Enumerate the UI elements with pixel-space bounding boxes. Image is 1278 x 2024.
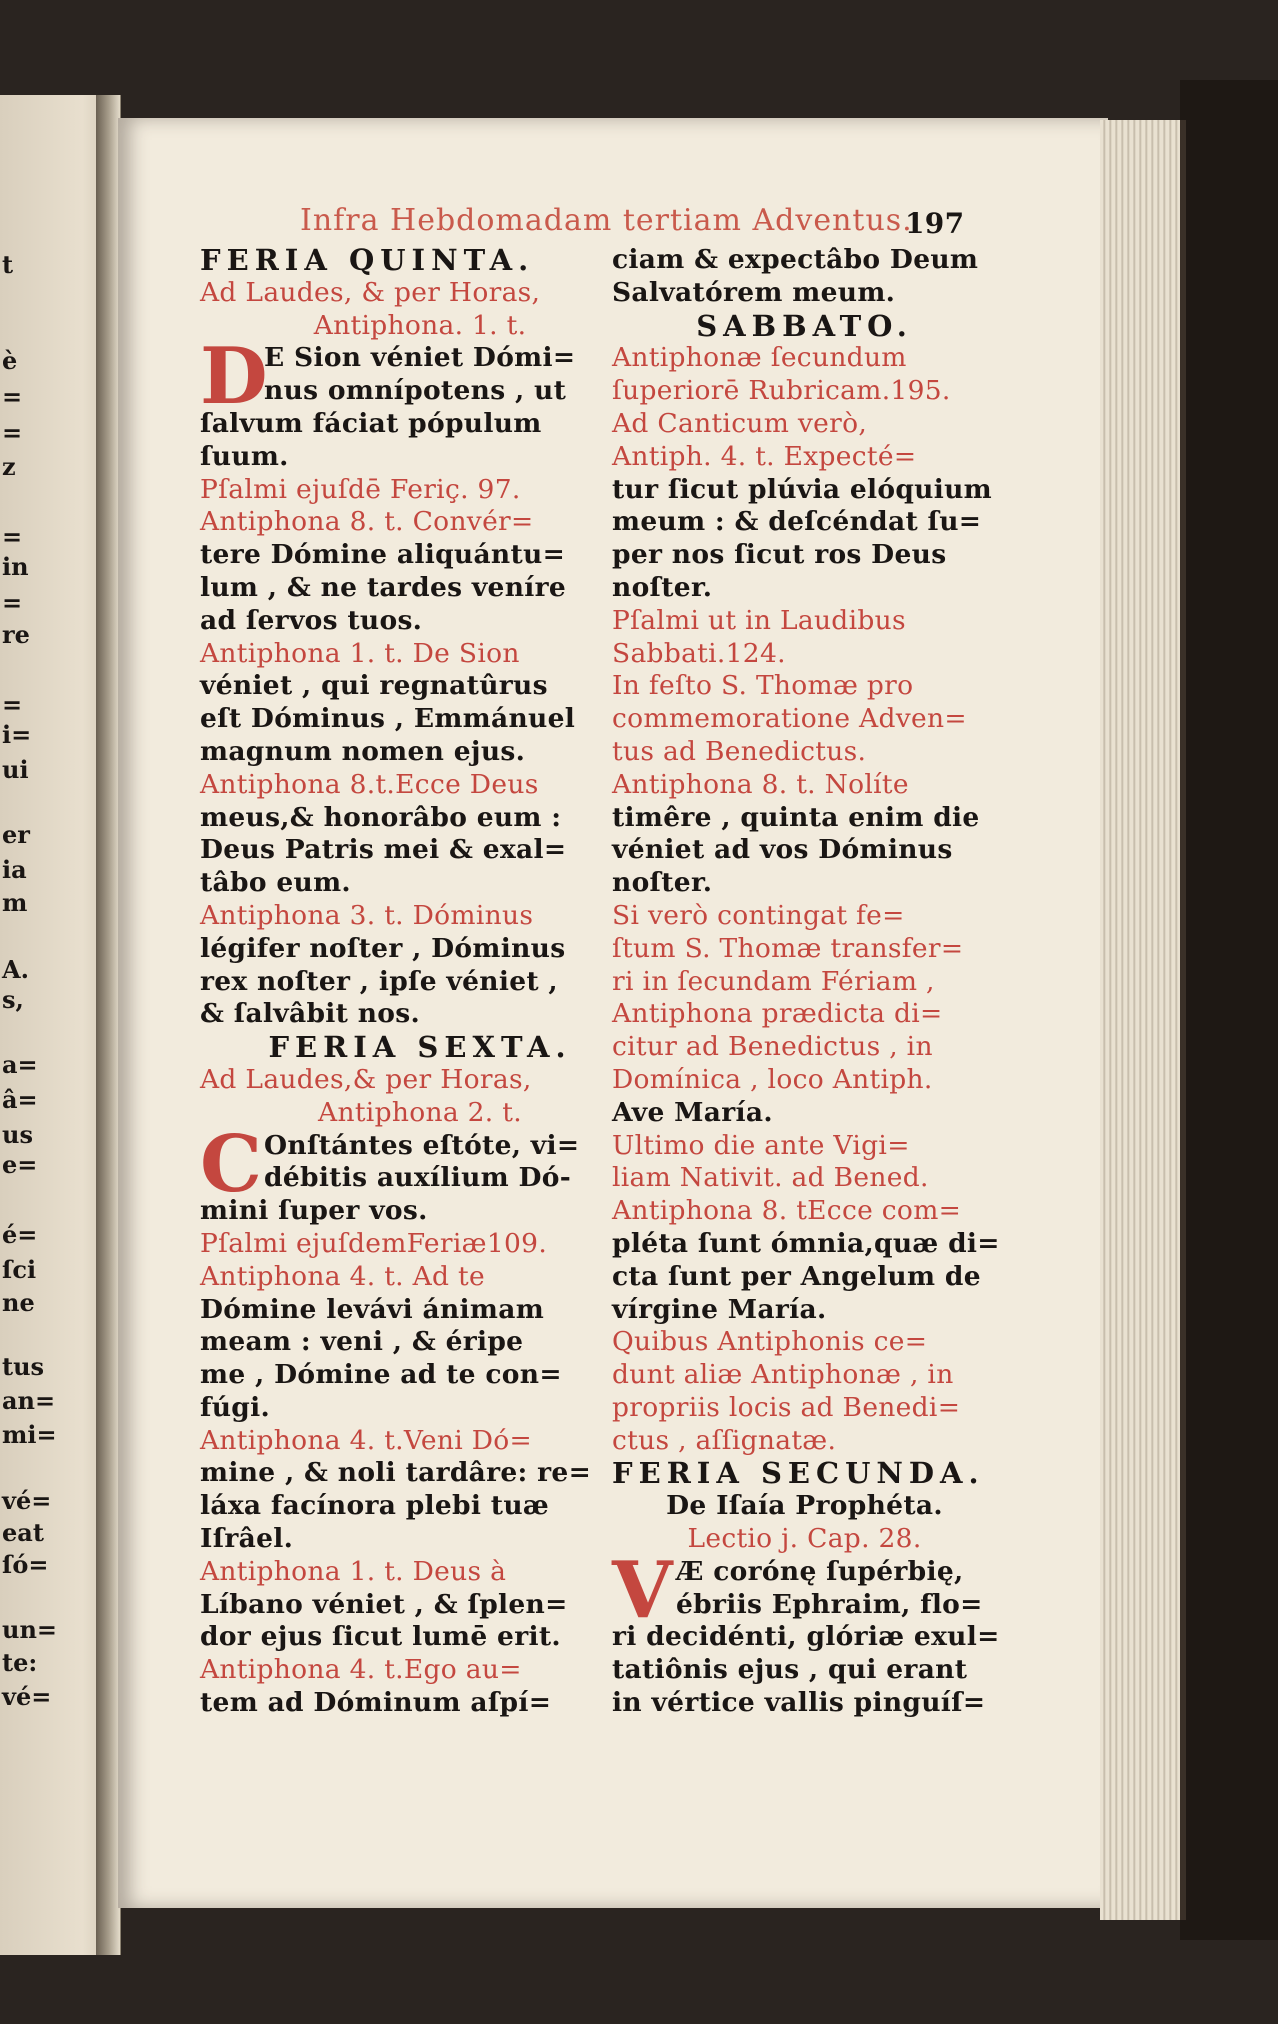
left-page-fragment: in — [2, 552, 29, 581]
line-text: Antiphona 3. t. Dóminus — [200, 899, 534, 931]
text-line — [200, 1425, 640, 1458]
text-line — [612, 736, 997, 769]
line-text: véniet , qui regnatûrus — [200, 670, 548, 702]
line-text: Ultimo die ante Vigi= — [612, 1129, 910, 1161]
text-line — [612, 605, 997, 638]
left-page-fragment: s, — [2, 985, 24, 1014]
text-line — [612, 474, 997, 507]
line-text: in vértice vallis pinguíſ= — [612, 1687, 986, 1719]
line-text: propriis locis ad Benedi= — [612, 1391, 961, 1423]
text-line — [612, 1294, 997, 1327]
left-column — [200, 244, 640, 1720]
book-cover — [1180, 80, 1278, 1940]
text-line — [612, 1457, 997, 1490]
left-page-fragment: = — [2, 382, 23, 411]
line-text: timêre , quinta enim die — [612, 801, 980, 833]
text-line — [200, 867, 640, 900]
text-line — [612, 277, 997, 310]
line-text: eſt Dóminus , Emmánuel — [200, 703, 576, 735]
line-text: Lectio j. Cap. 28. — [687, 1523, 922, 1555]
left-page-fragment: tus — [2, 1352, 45, 1381]
text-line — [612, 441, 997, 474]
left-page-fragment: z — [2, 452, 16, 481]
left-page-fragment: i= — [2, 720, 32, 749]
text-line — [612, 900, 997, 933]
line-text: FERIA SECUNDA. — [612, 1456, 985, 1491]
line-text: véniet ad vos Dóminus — [612, 834, 953, 866]
text-line — [200, 605, 640, 638]
left-page-fragment: = — [2, 588, 23, 617]
line-text: cta ſunt per Angelum de — [612, 1260, 981, 1292]
line-text: De Iſaía Prophéta. — [666, 1490, 943, 1522]
line-text: mine , & noli tardâre: re= — [200, 1457, 592, 1489]
line-text: ſuperiorē Rubricam.195. — [612, 375, 951, 407]
line-text: Líbano véniet , & ſplen= — [200, 1588, 568, 1620]
line-text: ſalvum fáciat pópulum — [200, 407, 542, 439]
line-text: Antiphonæ ſecundum — [612, 342, 907, 374]
line-text: Pſalmi ejuſdē Feriç. 97. — [200, 473, 521, 505]
book-gutter — [96, 95, 120, 1955]
line-text: fúgi. — [200, 1391, 270, 1423]
text-line — [200, 539, 640, 572]
left-page-fragment: ne — [2, 1288, 35, 1317]
left-page-fragment: = — [2, 522, 23, 551]
line-text: meus,& honorâbo eum : — [200, 801, 562, 833]
text-line — [612, 1130, 997, 1163]
line-text: Ad Canticum verò, — [612, 407, 868, 439]
line-text: légifer noſter , Dóminus — [200, 932, 566, 964]
left-page-fragment: te: — [2, 1648, 38, 1677]
line-text: FERIA QUINTA. — [200, 243, 535, 277]
line-text: FERIA SEXTA. — [268, 1030, 572, 1065]
line-text: Antiphona. 1. t. — [313, 309, 527, 341]
left-page-fragment: A. — [2, 955, 29, 984]
text-line — [612, 802, 997, 835]
text-line — [612, 1031, 997, 1064]
left-page-fragment: é= — [2, 1220, 38, 1249]
text-line — [200, 1294, 640, 1327]
text-line — [612, 966, 997, 999]
text-line — [200, 1064, 640, 1097]
line-text: SABBATO. — [696, 308, 913, 343]
line-text: Antiphona 2. t. — [318, 1096, 522, 1128]
left-page-fragment: = — [2, 418, 23, 447]
line-text: meum : & deſcéndat ſu= — [612, 506, 982, 538]
text-line — [200, 441, 640, 474]
text-line — [200, 1031, 640, 1064]
text-line — [200, 1457, 640, 1490]
line-text: Quibus Antiphonis ce= — [612, 1326, 928, 1358]
line-text: Antiphona 4. t.Ego au= — [200, 1654, 522, 1686]
text-line — [612, 769, 997, 802]
text-line — [612, 572, 997, 605]
left-page-fragment: ia — [2, 855, 27, 884]
text-line — [200, 769, 640, 802]
text-line — [612, 1490, 997, 1523]
text-line — [612, 1392, 997, 1425]
line-text: & ſalvâbit nos. — [200, 998, 421, 1030]
text-line — [200, 474, 640, 507]
line-text: Antiphona prædicta di= — [612, 998, 943, 1030]
text-line — [200, 834, 640, 867]
text-line — [612, 539, 997, 572]
line-text: ſuum. — [200, 440, 289, 472]
line-text: tâbo eum. — [200, 867, 351, 899]
line-text: Pſalmi ejuſdemFeriæ109. — [200, 1227, 548, 1259]
line-text: liam Nativit. ad Bened. — [612, 1162, 929, 1194]
text-line — [612, 638, 997, 671]
text-line — [200, 1654, 640, 1687]
text-line — [612, 834, 997, 867]
text-line — [200, 1326, 640, 1359]
line-text: Pſalmi ut in Laudibus — [612, 604, 906, 636]
page-number: 197 — [905, 207, 965, 240]
line-text: mini ſuper vos. — [200, 1195, 428, 1227]
left-page-fragment: e= — [2, 1150, 38, 1179]
line-text: nus omnípotens , ut — [264, 375, 567, 407]
left-page-fragment: us — [2, 1120, 33, 1149]
line-text: Antiphona 4. t. Ad te — [200, 1260, 485, 1292]
text-line — [200, 1556, 640, 1589]
line-text: tus ad Benedictus. — [612, 735, 867, 767]
line-text: ctus , aſſignatæ. — [612, 1424, 837, 1456]
line-text: pléta ſunt ómnia,quæ di= — [612, 1227, 1000, 1259]
right-column — [612, 244, 1000, 1720]
line-text: meam : veni , & éripe — [200, 1326, 524, 1358]
left-page-fragment: un= — [2, 1615, 58, 1644]
left-page-fragment: t — [2, 250, 14, 279]
left-page-fragment: a= — [2, 1050, 38, 1079]
text-line — [612, 310, 997, 343]
text-line — [200, 506, 640, 539]
text-line — [200, 1392, 640, 1425]
text-line — [612, 1326, 997, 1359]
line-text: Antiphona 1. t. Deus à — [200, 1555, 507, 1587]
text-line — [612, 244, 997, 277]
text-line — [200, 572, 640, 605]
line-text: ébriis Ephraim, flo= — [676, 1588, 983, 1620]
line-text: E Sion véniet Dómi= — [264, 342, 576, 374]
text-line — [200, 1228, 640, 1261]
line-text: noſter. — [612, 571, 713, 603]
left-page-fragment: eat — [2, 1518, 44, 1547]
text-line — [612, 1162, 997, 1195]
line-text: Dómine levávi ánimam — [200, 1293, 545, 1325]
left-page-fragment: è — [2, 346, 18, 375]
line-text: Domínica , loco Antiph. — [612, 1063, 933, 1095]
left-page-fragment: vé= — [2, 1682, 52, 1711]
text-line — [200, 1687, 640, 1720]
left-page-fragment: ſci — [2, 1255, 37, 1284]
text-line — [200, 703, 640, 736]
text-line — [200, 277, 640, 310]
drop-cap-initial: D — [200, 331, 268, 423]
text-line — [200, 244, 640, 277]
text-line — [200, 670, 640, 703]
left-page-fragment: er — [2, 820, 30, 849]
text-line — [612, 1064, 997, 1097]
line-text: ad ſervos tuos. — [200, 604, 423, 636]
line-text: ri in ſecundam Fériam , — [612, 965, 935, 997]
text-line — [612, 933, 997, 966]
text-line — [612, 408, 997, 441]
text-line — [200, 638, 640, 671]
left-page-fragment: mi= — [2, 1420, 57, 1449]
line-text: Antiph. 4. t. Expecté= — [612, 440, 917, 472]
left-page-fragment: vé= — [2, 1486, 52, 1515]
text-line — [612, 1425, 997, 1458]
text-line — [612, 998, 997, 1031]
line-text: Iſrâel. — [200, 1523, 294, 1555]
line-text: ri decidénti, glóriæ exul= — [612, 1621, 1000, 1653]
text-line — [200, 966, 640, 999]
text-line — [612, 703, 997, 736]
line-text: tatiônis ejus , qui erant — [612, 1654, 968, 1686]
left-page-fragment: ſó= — [2, 1550, 49, 1579]
line-text: Antiphona 8. tEcce com= — [612, 1195, 962, 1227]
line-text: Ad Laudes,& per Horas, — [200, 1063, 532, 1095]
line-text: Antiphona 4. t.Veni Dó= — [200, 1424, 533, 1456]
text-line — [200, 1359, 640, 1392]
line-text: ſtum S. Thomæ transfer= — [612, 932, 964, 964]
line-text: Deus Patris mei & exal= — [200, 834, 567, 866]
text-line — [200, 998, 640, 1031]
line-text: magnum nomen ejus. — [200, 735, 526, 767]
text-line — [612, 1654, 997, 1687]
text-line — [200, 1261, 640, 1294]
text-line — [200, 933, 640, 966]
left-page-fragment: ui — [2, 755, 29, 784]
line-text: Antiphona 8. t. Nolíte — [612, 768, 909, 800]
line-text: noſter. — [612, 867, 713, 899]
text-line — [612, 670, 997, 703]
line-text: per nos ſicut ros Deus — [612, 539, 947, 571]
line-text: Ave María. — [612, 1096, 773, 1128]
text-line — [200, 1490, 640, 1523]
left-page-fragment: re — [2, 620, 30, 649]
text-line — [612, 506, 997, 539]
text-line — [612, 1227, 1000, 1261]
line-text: dor ejus ſicut lumē erit. — [200, 1621, 561, 1653]
running-header: Infra Hebdomadam tertiam Adventus. — [300, 203, 913, 238]
text-line — [200, 736, 640, 769]
line-text: commemoratione Adven= — [612, 703, 967, 735]
text-line — [612, 867, 997, 900]
line-text: ciam & expectâbo Deum — [612, 244, 979, 275]
drop-cap-initial: V — [612, 1544, 673, 1636]
line-text: lum , & ne tardes veníre — [200, 571, 567, 603]
line-text: vírgine María. — [612, 1293, 827, 1325]
line-text: dunt aliæ Antiphonæ , in — [612, 1359, 954, 1391]
text-line — [612, 375, 997, 408]
line-text: In feſto S. Thomæ pro — [612, 670, 914, 702]
line-text: débitis auxílium Dó- — [264, 1162, 572, 1194]
line-text: tur ſicut plúvia elóquium — [612, 473, 993, 505]
line-text: me , Dómine ad te con= — [200, 1359, 562, 1391]
text-line — [200, 1589, 640, 1622]
page-edges — [1100, 120, 1186, 1920]
text-line — [612, 1261, 997, 1294]
line-text: rex noſter , ipſe véniet , — [200, 965, 558, 997]
text-line — [612, 1687, 997, 1720]
text-line — [200, 1523, 640, 1556]
text-line — [612, 1359, 997, 1392]
text-line — [612, 1195, 997, 1228]
line-text: Æ corónę ſupérbię, — [676, 1555, 964, 1587]
text-line — [612, 1097, 997, 1130]
text-line — [200, 900, 640, 933]
left-page-fragment: â= — [2, 1085, 38, 1114]
line-text: Antiphona 8.t.Ecce Deus — [200, 768, 539, 800]
left-page-fragment: an= — [2, 1386, 56, 1415]
line-text: Si verò contingat fe= — [612, 899, 905, 931]
text-line — [200, 1195, 640, 1228]
line-text: tem ad Dóminum aſpí= — [200, 1687, 552, 1719]
text-line — [200, 1162, 640, 1195]
line-text: Onſtántes eſtóte, vi= — [264, 1129, 580, 1161]
line-text: Antiphona 1. t. De Sion — [200, 637, 520, 669]
drop-cap-initial: C — [200, 1118, 263, 1210]
text-line — [200, 1621, 640, 1654]
text-line — [200, 802, 640, 835]
left-page-fragment: = — [2, 690, 23, 719]
line-text: citur ad Benedictus , in — [612, 1031, 933, 1063]
line-text: Antiphona 8. t. Convér= — [200, 506, 534, 538]
line-text: tere Dómine aliquántu= — [200, 539, 566, 571]
text-line — [200, 1097, 640, 1130]
line-text: láxa facínora plebi tuæ — [200, 1490, 550, 1522]
text-line — [612, 342, 997, 375]
line-text: Sabbati.124. — [612, 637, 786, 669]
line-text: Salvatórem meum. — [612, 276, 896, 308]
line-text: Ad Laudes, & per Horas, — [200, 276, 541, 308]
left-page-fragment: m — [2, 888, 28, 917]
